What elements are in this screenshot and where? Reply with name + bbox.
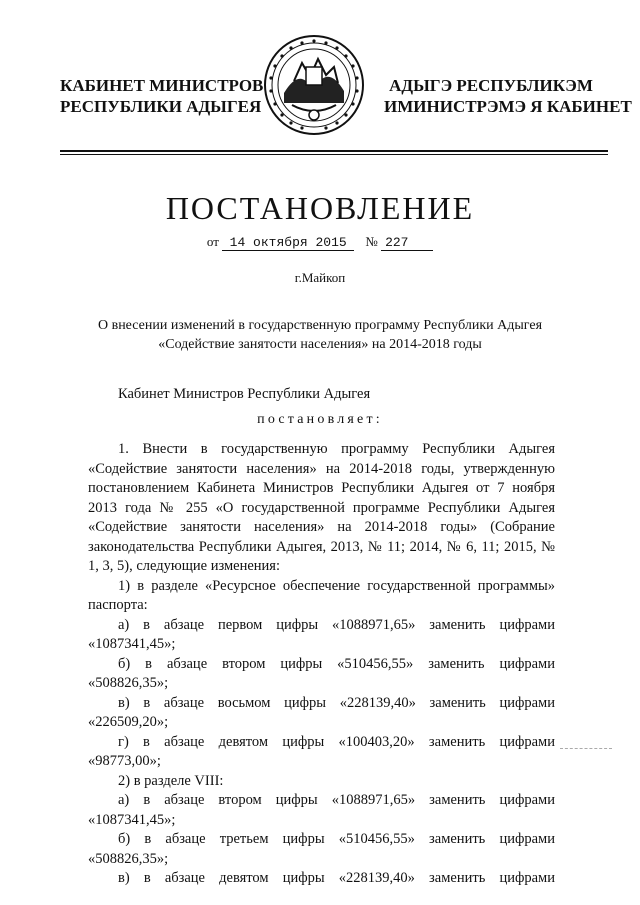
amendment-item: б) в абзаце втором цифры «510456,55» заменить цифрами	[118, 655, 555, 672]
issuer-name-adyghe	[384, 75, 632, 117]
amendment-item: в) в абзаце восьмом цифры «228139,40» заменить цифрами	[118, 694, 555, 711]
subject-line: О внесении изменений в государственную программу Республики Адыгея	[97, 318, 543, 333]
body-paragraph: 1. Внести в государственную программу Республики Адыгея «Содействие занятости населения» на 2014-2018 годы, утвержденную постановлением Кабинета Министров Республики Адыгея от 7 ноября 2013 года № 255 «О государственной программе Республики Адыгея «Содействие занятости населения» на 2014-2018 годы» (Собрание законодательства Республики Адыгея, 2013, № 11; 2014, № 6, 11; 2015, № 1, 3, 5), следующие изменения:	[88, 441, 555, 574]
body-paragraph: 1) в разделе «Ресурсное обеспечение государственной программы» паспорта:	[88, 577, 555, 613]
amendment-item: б) в абзаце третьем цифры «510456,55» заменить цифрами	[118, 831, 555, 847]
resolves-word: постановляет:	[257, 412, 383, 427]
amendment-item: в) в абзаце девятом цифры «228139,40» заменить цифрами	[118, 870, 555, 886]
issuer-name-russian	[60, 75, 264, 117]
issuer-name-line: КАБИНЕТ МИНИСТРОВ	[60, 76, 264, 95]
body-paragraph: 2) в разделе VIII:	[118, 772, 224, 789]
scan-margin-mark	[560, 748, 612, 749]
document-subject	[70, 316, 570, 354]
amendment-continuation: «226509,20»;	[88, 714, 169, 730]
date-prefix: от	[206, 234, 219, 249]
amendment-item: а) в абзаце первом цифры «1088971,65» заменить цифрами	[118, 616, 555, 633]
date-number-line	[0, 234, 640, 256]
header-divider-thick	[60, 150, 608, 152]
amendment-continuation: «508826,35»;	[88, 850, 169, 867]
amendment-continuation: «508826,35»;	[88, 675, 169, 691]
amendment-continuation: «1087341,45»;	[88, 636, 176, 652]
document-body	[88, 440, 555, 889]
amendment-continuation: «1087341,45»;	[88, 811, 176, 828]
issuer-name-line: ИМИНИСТРЭМЭ Я КАБИНЕТ	[384, 97, 632, 116]
issuer-name-line: РЕСПУБЛИКИ АДЫГЕЯ	[60, 97, 262, 116]
header-divider-thin	[60, 154, 608, 155]
document-number: 227	[381, 235, 433, 251]
amendment-item: а) в абзаце втором цифры «1088971,65» заменить цифрами	[118, 792, 555, 808]
document-title: ПОСТАНОВЛЕНИЕ	[165, 190, 475, 226]
city-name: г.Майкоп	[294, 270, 346, 285]
issuing-body-intro: Кабинет Министров Республики Адыгея	[118, 386, 371, 402]
document-date: 14 октября 2015	[222, 235, 354, 251]
number-sign: №	[365, 234, 378, 249]
amendment-continuation: «98773,00»;	[88, 753, 161, 769]
amendment-item: г) в абзаце девятом цифры «100403,20» заменить цифрами	[118, 733, 555, 750]
issuer-name-line: АДЫГЭ РЕСПУБЛИКЭМ	[389, 76, 593, 95]
coat-of-arms-emblem	[262, 33, 366, 137]
subject-line: «Содействие занятости населения» на 2014-2018 годы	[158, 337, 482, 352]
